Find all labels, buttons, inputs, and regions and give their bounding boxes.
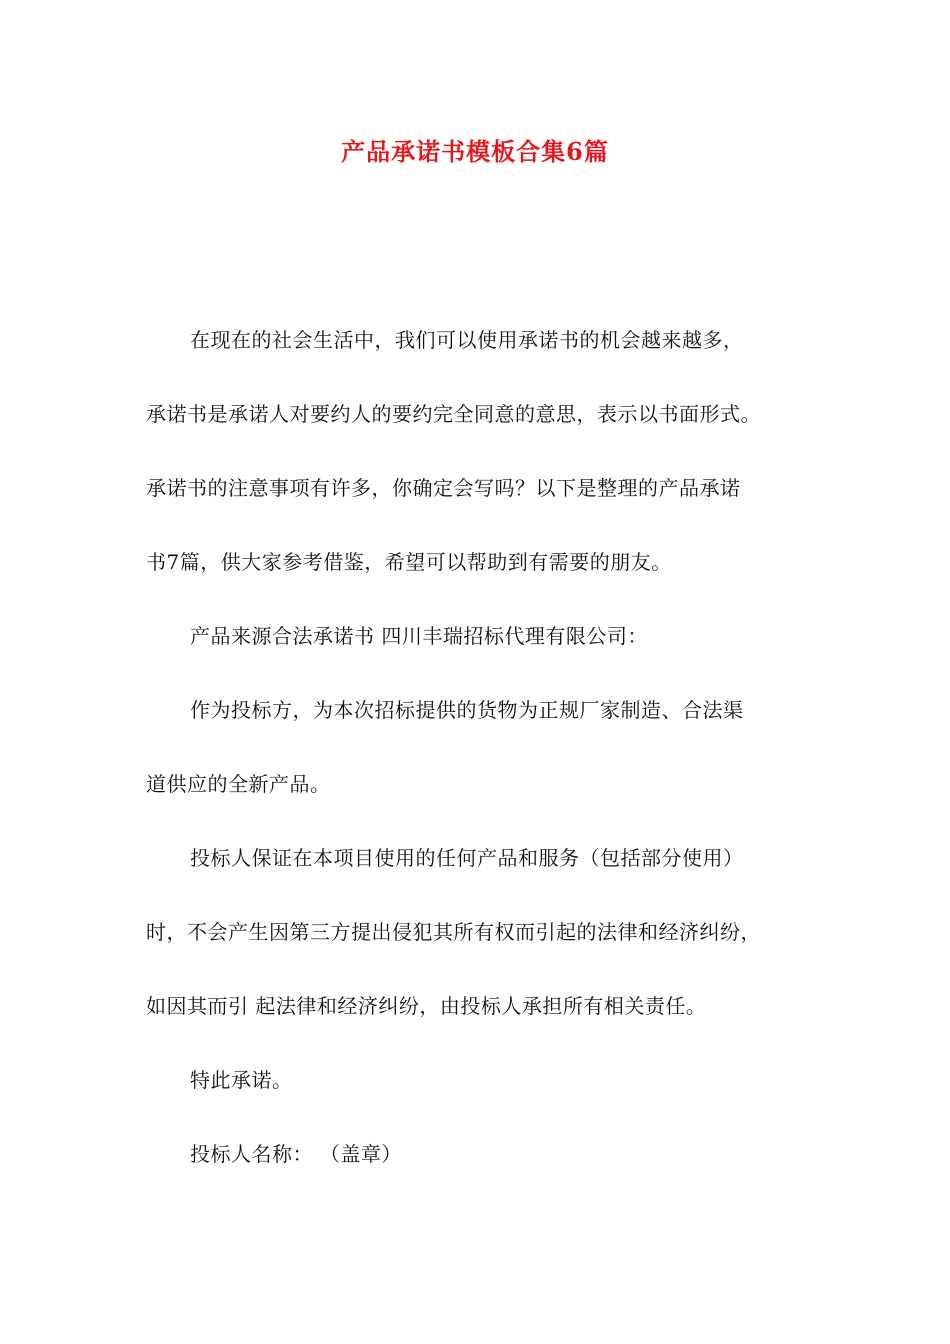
paragraph-line: 时，不会产生因第三方提出侵犯其所有权而引起的法律和经济纠纷， [146, 920, 761, 944]
paragraph-line: 作为投标方，为本次招标提供的货物为正规厂家制造、合法渠 [190, 698, 744, 722]
paragraph-line: 承诺书是承诺人对要约人的要约完全同意的意思，表示以书面形式。 [146, 402, 761, 426]
paragraph-line: 投标人名称： （盖章） [190, 1142, 402, 1166]
paragraph-line: 特此承诺。 [190, 1068, 293, 1092]
paragraph-line: 投标人保证在本项目使用的任何产品和服务（包括部分使用） [190, 846, 744, 870]
paragraph-line: 在现在的社会生活中，我们可以使用承诺书的机会越来越多， [190, 328, 744, 352]
paragraph-line: 承诺书的注意事项有许多，你确定会写吗？以下是整理的产品承诺 [146, 476, 741, 500]
document-title: 产品承诺书模板合集6篇 [341, 137, 609, 166]
document-body [146, 318, 816, 1206]
paragraph-line: 书7篇，供大家参考借鉴，希望可以帮助到有需要的朋友。 [146, 550, 672, 574]
paragraph-line: 如因其而引 起法律和经济纠纷，由投标人承担所有相关责任。 [146, 994, 707, 1018]
paragraph-line: 道供应的全新产品。 [146, 772, 331, 796]
paragraph-line: 产品来源合法承诺书 四川丰瑞招标代理有限公司： [190, 624, 648, 648]
